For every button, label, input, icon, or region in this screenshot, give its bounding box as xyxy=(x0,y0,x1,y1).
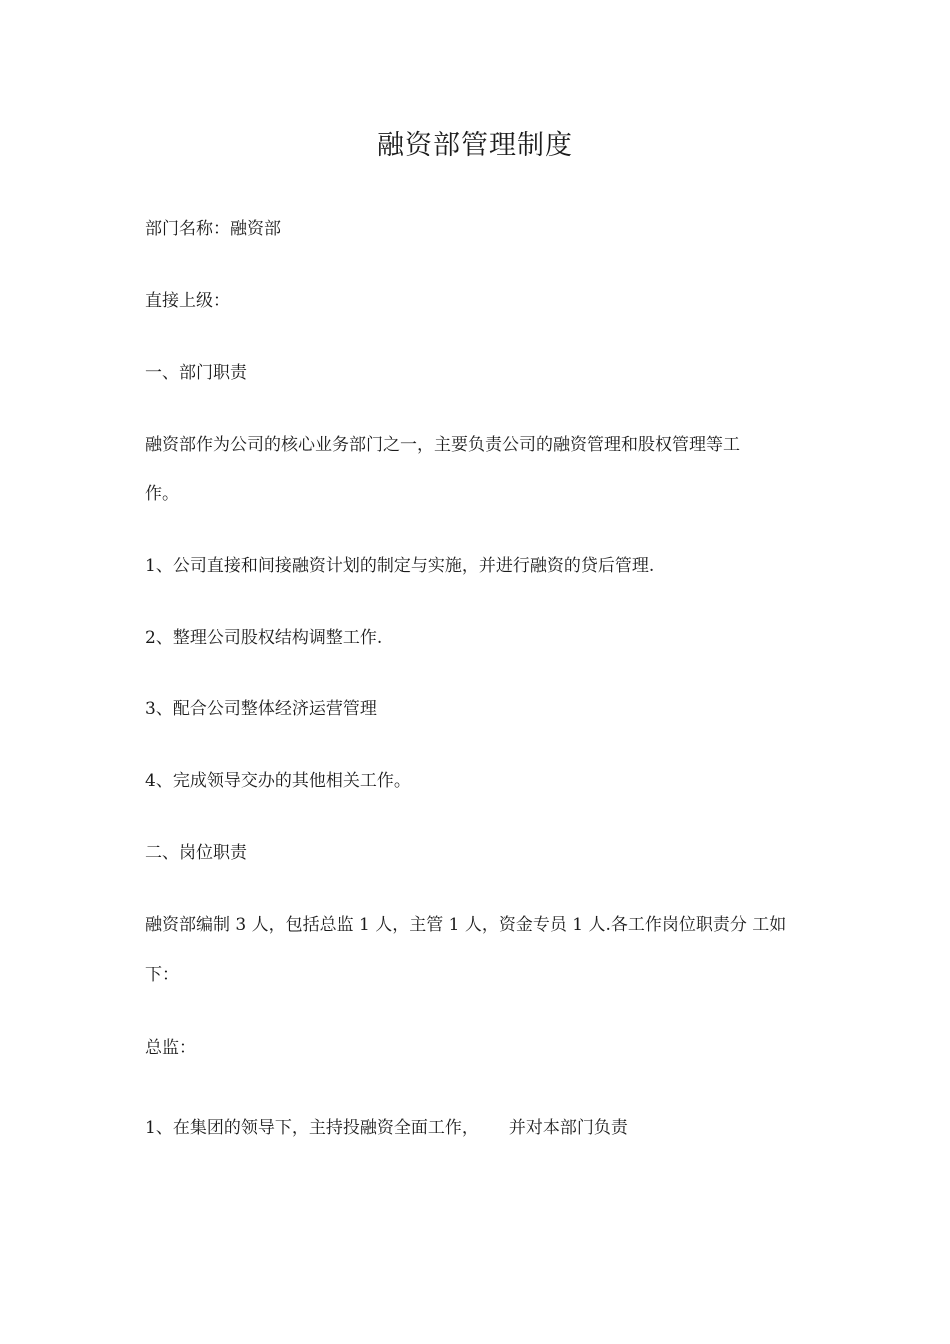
director-item-1 xyxy=(145,1116,815,1140)
director-item-1-part2: 并对本部门负责 xyxy=(508,1118,628,1138)
duty-item-3: 3、配合公司整体经济运营管理 xyxy=(145,699,377,719)
dept-name-line: 部门名称：融资部 xyxy=(145,219,281,239)
duty-item-2: 2、整理公司股权结构调整工作. xyxy=(145,628,383,648)
superior-line: 直接上级： xyxy=(145,291,230,311)
section2-intro-line2: 下： xyxy=(145,965,179,985)
document-title: 融资部管理制度 xyxy=(377,130,573,161)
section1-intro-line1: 融资部作为公司的核心业务部门之一，主要负责公司的融资管理和股权管理等工 xyxy=(145,435,740,455)
section2-intro-line1: 融资部编制 3 人，包括总监 1 人，主管 1 人，资金专员 1 人.各工作岗位职责分 工如 xyxy=(145,915,787,935)
duty-item-4: 4、完成领导交办的其他相关工作。 xyxy=(145,771,411,791)
section1-intro-line2: 作。 xyxy=(145,484,179,504)
duty-item-1: 1、公司直接和间接融资计划的制定与实施，并进行融资的贷后管理. xyxy=(145,556,655,576)
section2-heading: 二、岗位职责 xyxy=(145,843,247,863)
section1-heading: 一、部门职责 xyxy=(145,363,247,383)
director-label: 总监： xyxy=(145,1038,196,1058)
director-item-1-part1: 1、在集团的领导下，主持投融资全面工作， xyxy=(145,1118,479,1138)
